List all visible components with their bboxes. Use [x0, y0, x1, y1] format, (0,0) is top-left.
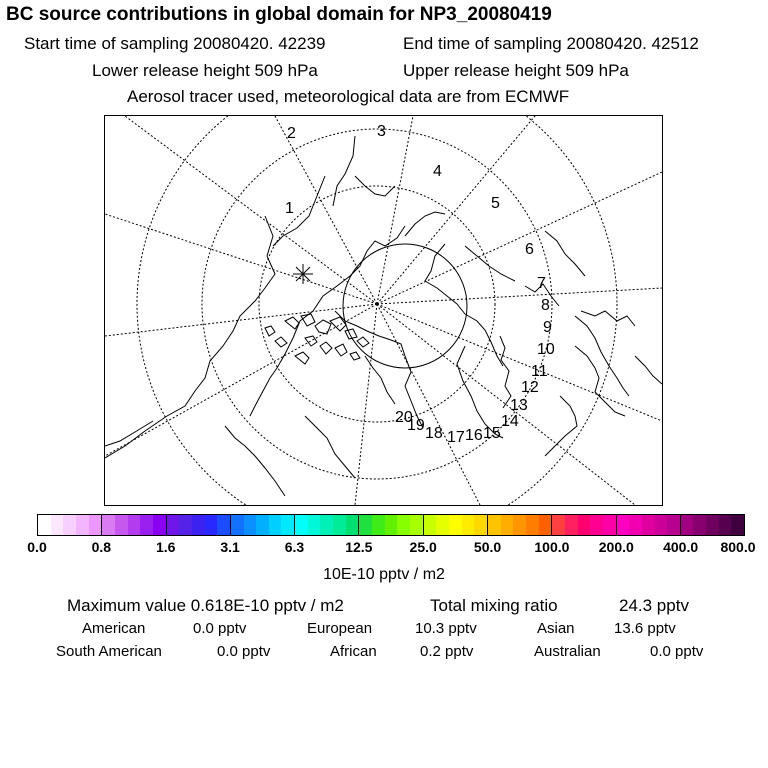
region-value-european: 10.3 pptv	[415, 620, 477, 637]
region-value-asian: 13.6 pptv	[614, 620, 676, 637]
region-name-asian: Asian	[537, 620, 575, 637]
colorbar-swatch	[501, 515, 514, 535]
colorbar-swatch	[38, 515, 51, 535]
trajectory-time-label: 16	[465, 427, 483, 444]
colorbar-tick-label: 3.1	[220, 539, 240, 555]
colorbar-tick-label: 50.0	[473, 539, 502, 555]
trajectory-time-label: 6	[525, 241, 534, 258]
colorbar-swatch	[51, 515, 64, 535]
colorbar-swatch	[153, 515, 167, 535]
colorbar-swatch	[513, 515, 526, 535]
colorbar-swatch	[539, 515, 553, 535]
colorbar-swatch	[642, 515, 655, 535]
colorbar-tick-label: 100.0	[534, 539, 570, 555]
colorbar-swatch	[179, 515, 192, 535]
colorbar-tick-label: 25.0	[409, 539, 437, 555]
trajectory-time-label: 2	[287, 125, 296, 142]
region-name-american: American	[82, 620, 146, 637]
colorbar-swatch	[128, 515, 141, 535]
colorbar-swatch	[333, 515, 346, 535]
data-source-note: Aerosol tracer used, meteorological data are from ECMWF	[127, 87, 570, 106]
trajectory-time-label: 5	[491, 195, 500, 212]
colorbar-swatch	[667, 515, 681, 535]
colorbar-tick-label: 12.5	[345, 539, 373, 555]
colorbar-swatch	[192, 515, 205, 535]
region-name-african: African	[330, 643, 377, 660]
colorbar-swatch	[629, 515, 642, 535]
colorbar-swatch	[269, 515, 282, 535]
colorbar-swatch	[295, 515, 308, 535]
colorbar-swatch	[590, 515, 603, 535]
colorbar-tick-label: 400.0	[663, 539, 699, 555]
colorbar-swatch	[693, 515, 706, 535]
region-name-south-american: South American	[56, 643, 162, 660]
colorbar-unit: 10E-10 pptv / m2	[323, 566, 445, 583]
colorbar-swatch	[320, 515, 333, 535]
colorbar-swatch	[655, 515, 668, 535]
colorbar-swatch	[231, 515, 244, 535]
total-mixing-ratio-label: Total mixing ratio	[430, 596, 558, 615]
region-value-american: 0.0 pptv	[193, 620, 247, 637]
trajectory-time-label: 7	[537, 275, 546, 292]
colorbar-tick-label: 0.0	[27, 539, 47, 555]
start-time-label: Start time of sampling 20080420. 42239	[24, 34, 326, 53]
colorbar-swatch	[63, 515, 76, 535]
trajectory-time-label: 20	[395, 409, 413, 426]
colorbar-swatch	[217, 515, 231, 535]
trajectory-time-label: 1	[285, 200, 294, 217]
polar-map	[104, 115, 663, 506]
colorbar-swatch	[552, 515, 565, 535]
trajectory-time-label: 14	[501, 413, 519, 430]
trajectory-time-label: 12	[521, 379, 539, 396]
colorbar-tick-label: 6.3	[284, 539, 305, 555]
colorbar-swatch	[474, 515, 488, 535]
region-value-african: 0.2 pptv	[420, 643, 474, 660]
release-site-marker	[293, 264, 313, 284]
maximum-value: Maximum value 0.618E-10 pptv / m2	[67, 596, 344, 615]
upper-release-height-label: Upper release height 509 hPa	[403, 61, 629, 80]
region-name-european: European	[307, 620, 373, 637]
colorbar-tick-label: 800.0	[720, 539, 756, 555]
region-value-australian: 0.0 pptv	[650, 643, 704, 660]
colorbar-swatch	[256, 515, 269, 535]
colorbar-swatch	[731, 515, 744, 535]
colorbar-tick-label: 200.0	[598, 539, 634, 555]
trajectory-time-label: 17	[447, 429, 465, 446]
colorbar-tick-label: 0.8	[91, 539, 112, 555]
colorbar-swatch	[89, 515, 103, 535]
colorbar	[37, 514, 745, 536]
trajectory-time-label: 11	[531, 363, 548, 380]
region-name-australian: Australian	[534, 643, 601, 660]
colorbar-swatch	[424, 515, 437, 535]
colorbar-swatch	[167, 515, 180, 535]
colorbar-tick-label: 1.6	[155, 539, 176, 555]
colorbar-swatch	[244, 515, 257, 535]
colorbar-swatch	[603, 515, 617, 535]
trajectory-time-label: 10	[537, 341, 555, 358]
trajectory-time-label: 13	[510, 397, 528, 414]
colorbar-swatch	[681, 515, 694, 535]
plot-title: BC source contributions in global domain for NP3_20080419	[6, 4, 552, 25]
colorbar-swatch	[385, 515, 398, 535]
trajectory-time-label: 4	[433, 163, 442, 180]
colorbar-swatch	[115, 515, 128, 535]
colorbar-swatch	[140, 515, 153, 535]
total-mixing-ratio-value: 24.3 pptv	[619, 596, 689, 615]
trajectory-time-label: 8	[541, 297, 550, 314]
colorbar-swatch	[102, 515, 115, 535]
colorbar-swatch	[578, 515, 591, 535]
colorbar-swatch	[488, 515, 501, 535]
colorbar-swatch	[76, 515, 89, 535]
colorbar-swatch	[359, 515, 372, 535]
colorbar-swatch	[526, 515, 539, 535]
colorbar-swatch	[719, 515, 732, 535]
colorbar-swatch	[308, 515, 321, 535]
trajectory-time-label: 9	[543, 319, 552, 336]
colorbar-swatch	[449, 515, 462, 535]
colorbar-swatch	[281, 515, 295, 535]
region-value-south-american: 0.0 pptv	[217, 643, 271, 660]
colorbar-swatch	[436, 515, 449, 535]
lower-release-height-label: Lower release height 509 hPa	[92, 61, 318, 80]
colorbar-swatch	[397, 515, 410, 535]
end-time-label: End time of sampling 20080420. 42512	[403, 34, 699, 53]
colorbar-swatch	[617, 515, 630, 535]
colorbar-swatch	[565, 515, 578, 535]
colorbar-swatch	[372, 515, 385, 535]
colorbar-swatch	[706, 515, 719, 535]
trajectory-time-label: 18	[425, 425, 443, 442]
trajectory-time-label: 3	[377, 123, 386, 140]
trajectory-time-label: 15	[483, 425, 501, 442]
colorbar-swatch	[410, 515, 424, 535]
colorbar-swatch	[346, 515, 360, 535]
meridians	[105, 116, 662, 505]
trajectory-time-label: 19	[407, 417, 425, 434]
colorbar-swatch	[462, 515, 475, 535]
colorbar-swatch	[205, 515, 218, 535]
archipelago	[265, 314, 369, 364]
